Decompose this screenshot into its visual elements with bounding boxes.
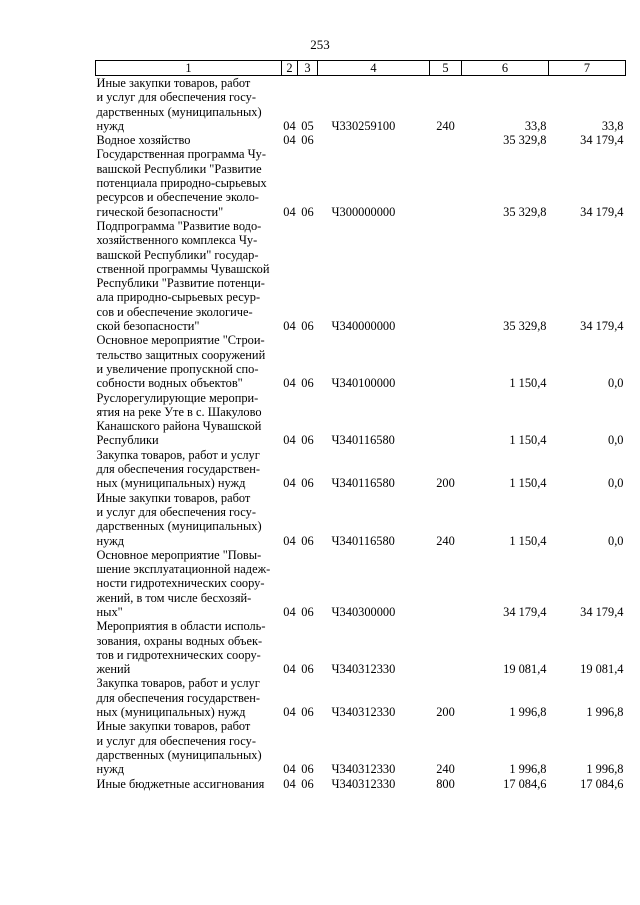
amount-col7: 19 081,4 xyxy=(580,662,624,677)
table-row xyxy=(96,548,626,619)
row-name xyxy=(96,719,282,776)
row-name-line: для обеспечения государствен- xyxy=(96,690,261,705)
row-name xyxy=(96,491,282,548)
amount-col7: 0,0 xyxy=(608,376,624,391)
row-name-line: Иные закупки товаров, работ xyxy=(96,490,251,505)
row-name-line: дарственных (муниципальных) xyxy=(96,104,262,119)
row-name xyxy=(96,76,282,134)
expense-type-code: 800 xyxy=(436,776,455,791)
row-name-line: нужд xyxy=(96,762,125,777)
subsection-code: 06 xyxy=(301,476,314,491)
row-name-line: собности водных объектов" xyxy=(96,376,243,391)
expense-type-code: 240 xyxy=(436,762,455,777)
row-name-line: Канашского района Чувашской xyxy=(96,419,262,434)
amount-col7: 0,0 xyxy=(608,433,624,448)
row-name-line: Иные закупки товаров, работ xyxy=(96,719,251,734)
row-name xyxy=(96,777,282,791)
row-name-line: Республики xyxy=(96,433,159,448)
subsection-code: 06 xyxy=(301,133,314,148)
expense-type-code xyxy=(430,219,462,333)
table-row xyxy=(96,219,626,333)
row-name-line: Подпрограмма "Развитие водо- xyxy=(96,218,262,233)
row-name-line: ятия на реке Уте в с. Шакулово xyxy=(96,404,262,419)
row-name-line: ных (муниципальных) нужд xyxy=(96,476,246,491)
amount-col7: 0,0 xyxy=(608,476,624,491)
amount-col6: 1 150,4 xyxy=(509,376,547,391)
target-article-code: Ч340116580 xyxy=(331,433,395,448)
row-name-line: ской безопасности" xyxy=(96,319,200,334)
table-row xyxy=(96,333,626,390)
target-article-code: Ч340116580 xyxy=(331,533,395,548)
amount-col6: 33,8 xyxy=(524,118,547,133)
row-name-line: ственной программы Чувашской xyxy=(96,261,270,276)
target-article-code: Ч300000000 xyxy=(331,204,396,219)
row-name-line: Мероприятия в области исполь- xyxy=(96,619,266,634)
row-name-line: зования, охраны водных объек- xyxy=(96,633,263,648)
amount-col6: 34 179,4 xyxy=(503,604,547,619)
section-code: 04 xyxy=(283,433,296,448)
expense-type-code xyxy=(430,619,462,676)
row-name-line: тельство защитных сооружений xyxy=(96,347,266,362)
header-cell: 2 xyxy=(282,61,298,76)
expense-type-code xyxy=(430,391,462,448)
header-cell: 4 xyxy=(318,61,430,76)
table-row xyxy=(96,676,626,719)
table-row xyxy=(96,619,626,676)
expense-type-code xyxy=(430,147,462,218)
row-name-line: потенциала природно-сырьевых xyxy=(96,176,267,191)
table-row xyxy=(96,448,626,491)
target-article-code: Ч340300000 xyxy=(331,604,396,619)
section-code: 04 xyxy=(283,762,296,777)
expense-type-code xyxy=(430,133,462,147)
subsection-code: 06 xyxy=(301,662,314,677)
row-name-line: ных" xyxy=(96,604,123,619)
row-name-line: гической безопасности" xyxy=(96,204,224,219)
section-code: 04 xyxy=(283,662,296,677)
amount-col6: 1 150,4 xyxy=(509,433,547,448)
header-cell: 7 xyxy=(549,61,626,76)
row-name-line: жений xyxy=(96,662,131,677)
row-name-line: жений, в том числе бесхозяй- xyxy=(96,590,252,605)
subsection-code: 06 xyxy=(301,376,314,391)
expense-type-code: 240 xyxy=(436,118,455,133)
amount-col6: 17 084,6 xyxy=(503,776,547,791)
amount-col6: 1 150,4 xyxy=(509,476,547,491)
table-row xyxy=(96,147,626,218)
amount-col6: 1 996,8 xyxy=(509,705,547,720)
row-name-line: Иные бюджетные ассигнования xyxy=(96,776,265,791)
subsection-code: 06 xyxy=(301,533,314,548)
row-name-line: сов и обеспечение экологиче- xyxy=(96,304,253,319)
table-row xyxy=(96,76,626,134)
target-article-code: Ч340312330 xyxy=(331,662,396,677)
table-header-row xyxy=(96,61,626,76)
row-name-line: для обеспечения государствен- xyxy=(96,462,261,477)
amount-col7: 34 179,4 xyxy=(580,319,624,334)
row-name-line: Государственная программа Чу- xyxy=(96,147,266,162)
row-name-line: Основное мероприятие "Повы- xyxy=(96,547,262,562)
row-name xyxy=(96,676,282,719)
amount-col7: 0,0 xyxy=(608,533,624,548)
row-name-line: дарственных (муниципальных) xyxy=(96,747,262,762)
row-name xyxy=(96,147,282,218)
row-name-line: дарственных (муниципальных) xyxy=(96,519,262,534)
row-name-line: вашской Республики" государ- xyxy=(96,247,259,262)
section-code: 04 xyxy=(283,376,296,391)
table-row xyxy=(96,133,626,147)
subsection-code: 05 xyxy=(301,118,314,133)
row-name-line: и услуг для обеспечения госу- xyxy=(96,504,256,519)
section-code: 04 xyxy=(283,533,296,548)
section-code: 04 xyxy=(283,476,296,491)
amount-col6: 1 150,4 xyxy=(509,533,547,548)
page-number: 253 xyxy=(310,37,330,52)
subsection-code: 06 xyxy=(301,776,314,791)
amount-col6: 35 329,8 xyxy=(503,204,547,219)
row-name-line: тов и гидротехнических соору- xyxy=(96,647,261,662)
expense-type-code xyxy=(430,333,462,390)
row-name xyxy=(96,219,282,333)
row-name-line: ности гидротехнических соору- xyxy=(96,576,265,591)
row-name xyxy=(96,619,282,676)
row-name-line: и услуг для обеспечения госу- xyxy=(96,90,256,105)
row-name-line: хозяйственного комплекса Чу- xyxy=(96,233,258,248)
subsection-code: 06 xyxy=(301,604,314,619)
row-name-line: Республики "Развитие потенци- xyxy=(96,276,265,291)
amount-col6: 1 996,8 xyxy=(509,762,547,777)
row-name-line: Основное мероприятие "Строи- xyxy=(96,333,265,348)
target-article-code: Ч340116580 xyxy=(331,476,395,491)
row-name-line: Иные закупки товаров, работ xyxy=(96,76,251,90)
table-row xyxy=(96,719,626,776)
row-name-line: Закупка товаров, работ и услуг xyxy=(96,676,260,691)
row-name-line: нужд xyxy=(96,118,125,133)
amount-col6: 35 329,8 xyxy=(503,319,547,334)
row-name-line: и услуг для обеспечения госу- xyxy=(96,733,256,748)
target-article-code: Ч340100000 xyxy=(331,376,396,391)
row-name-line: вашской Республики "Развитие xyxy=(96,161,262,176)
row-name-line: ных (муниципальных) нужд xyxy=(96,705,246,720)
section-code: 04 xyxy=(283,705,296,720)
subsection-code: 06 xyxy=(301,433,314,448)
target-article-code: Ч330259100 xyxy=(331,118,396,133)
row-name xyxy=(96,448,282,491)
row-name-line: Закупка товаров, работ и услуг xyxy=(96,447,260,462)
header-cell: 3 xyxy=(298,61,318,76)
amount-col7: 33,8 xyxy=(601,118,624,133)
target-article-code xyxy=(318,133,430,147)
amount-col6: 35 329,8 xyxy=(503,133,547,148)
target-article-code: Ч340312330 xyxy=(331,776,396,791)
expense-type-code: 200 xyxy=(436,705,455,720)
header-cell: 5 xyxy=(430,61,462,76)
row-name xyxy=(96,133,282,147)
row-name-line: и увеличение пропускной спо- xyxy=(96,361,259,376)
header-cell: 1 xyxy=(96,61,282,76)
header-cell: 6 xyxy=(462,61,549,76)
expense-type-code xyxy=(430,548,462,619)
expense-type-code: 200 xyxy=(436,476,455,491)
row-name-line: Руслорегулирующие меропри- xyxy=(96,390,259,405)
section-code: 04 xyxy=(283,118,296,133)
target-article-code: Ч340312330 xyxy=(331,762,396,777)
amount-col7: 1 996,8 xyxy=(586,762,624,777)
row-name-line: ала природно-сырьевых ресур- xyxy=(96,290,261,305)
amount-col7: 1 996,8 xyxy=(586,705,624,720)
amount-col7: 34 179,4 xyxy=(580,133,624,148)
row-name xyxy=(96,391,282,448)
table-row xyxy=(96,491,626,548)
section-code: 04 xyxy=(283,776,296,791)
row-name-line: Водное хозяйство xyxy=(96,133,191,148)
amount-col7: 34 179,4 xyxy=(580,204,624,219)
budget-table xyxy=(95,60,626,791)
amount-col7: 34 179,4 xyxy=(580,604,624,619)
table-row xyxy=(96,391,626,448)
subsection-code: 06 xyxy=(301,762,314,777)
section-code: 04 xyxy=(283,604,296,619)
section-code: 04 xyxy=(283,319,296,334)
subsection-code: 06 xyxy=(301,319,314,334)
amount-col6: 19 081,4 xyxy=(503,662,547,677)
row-name-line: шение эксплуатационной надеж- xyxy=(96,562,271,577)
target-article-code: Ч340000000 xyxy=(331,319,396,334)
row-name-line: ресурсов и обеспечение эколо- xyxy=(96,190,259,205)
table-row xyxy=(96,777,626,791)
row-name-line: нужд xyxy=(96,533,125,548)
amount-col7: 17 084,6 xyxy=(580,776,624,791)
section-code: 04 xyxy=(283,133,296,148)
expense-type-code: 240 xyxy=(436,533,455,548)
subsection-code: 06 xyxy=(301,705,314,720)
section-code: 04 xyxy=(283,204,296,219)
target-article-code: Ч340312330 xyxy=(331,705,396,720)
row-name xyxy=(96,548,282,619)
subsection-code: 06 xyxy=(301,204,314,219)
row-name xyxy=(96,333,282,390)
